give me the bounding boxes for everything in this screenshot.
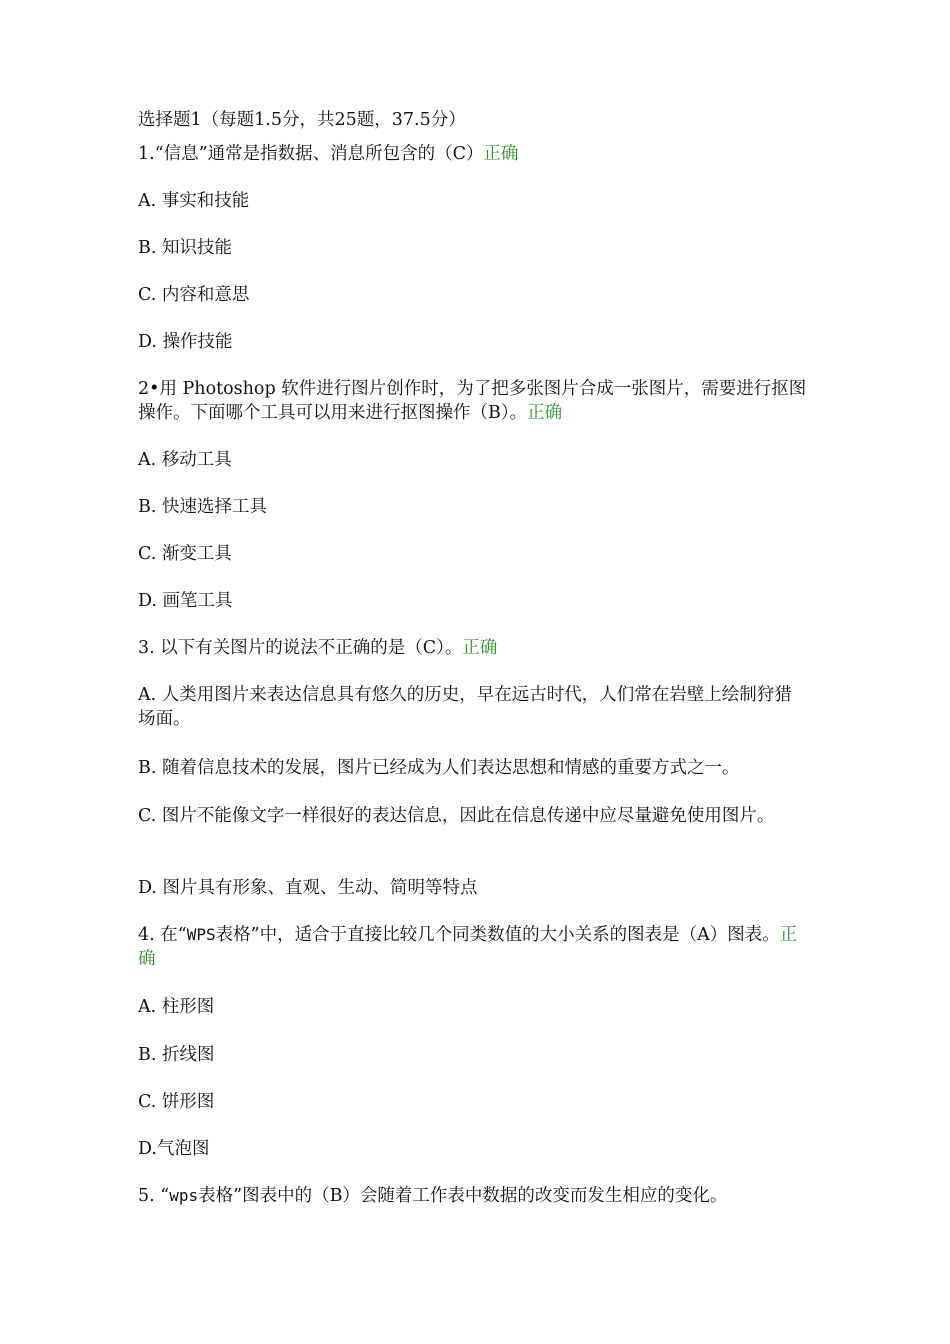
question-stem-text-a: 4. 在“ <box>138 925 187 945</box>
question-stem-text-b: 表格”图表中的（B）会随着工作表中数据的改变而发生相应的变化。 <box>198 1186 728 1206</box>
question-stem-text: 3. 以下有关图片的说法不正确的是（C）。 <box>138 638 463 658</box>
question-4-option-d: D.气泡图 <box>138 1139 210 1159</box>
question-1-option-c: C. 内容和意思 <box>138 285 250 305</box>
section-title: 选择题1（每题1.5分，共25题，37.5分） <box>138 110 466 130</box>
question-4-stem <box>138 923 808 971</box>
question-4-option-a: A. 柱形图 <box>138 997 215 1017</box>
correct-label: 正确 <box>483 144 519 164</box>
question-1-stem <box>138 142 518 166</box>
question-3-option-a: A. 人类用图片来表达信息具有悠久的历史，早在远古时代，人们常在岩壁上绘制狩猎场面。 <box>138 685 792 729</box>
question-1-option-a: A. 事实和技能 <box>138 191 250 211</box>
question-4-option-b: B. 折线图 <box>138 1045 215 1065</box>
question-2-option-d: D. 画笔工具 <box>138 591 233 611</box>
question-2-option-c: C. 渐变工具 <box>138 544 232 564</box>
question-1-option-b: B. 知识技能 <box>138 238 232 258</box>
question-stem-text-b: 表格”中，适合于直接比较几个同类数值的大小关系的图表是（A）图表。 <box>215 925 780 945</box>
correct-label: 正确 <box>138 925 798 969</box>
question-1-option-d: D. 操作技能 <box>138 332 233 352</box>
question-stem-text: 2•用 Photoshop 软件进行图片创作时，为了把多张图片合成一张图片，需要进行抠图操作。下面哪个工具可以用来进行抠图操作（B）。 <box>138 379 807 423</box>
correct-label: 正确 <box>462 638 498 658</box>
question-4-option-c: C. 饼形图 <box>138 1092 215 1112</box>
question-2-option-a: A. 移动工具 <box>138 450 232 470</box>
question-3-option-b: B. 随着信息技术的发展，图片已经成为人们表达思想和情感的重要方式之一。 <box>138 758 740 778</box>
question-5-stem <box>138 1184 727 1208</box>
question-stem-text: 1.“信息”通常是指数据、消息所包含的（C） <box>138 144 484 164</box>
question-stem-code: WPS <box>186 925 216 944</box>
question-3-stem <box>138 636 497 660</box>
question-3-option-d: D. 图片具有形象、直观、生动、简明等特点 <box>138 878 478 898</box>
question-stem-code: wps <box>169 1186 199 1205</box>
correct-label: 正确 <box>527 403 563 423</box>
question-3-option-c: C. 图片不能像文字一样很好的表达信息，因此在信息传递中应尽量避免使用图片。 <box>138 806 775 826</box>
question-2-option-b: B. 快速选择工具 <box>138 497 267 517</box>
question-2-stem <box>138 377 808 425</box>
question-stem-text-a: 5. “ <box>138 1186 170 1206</box>
